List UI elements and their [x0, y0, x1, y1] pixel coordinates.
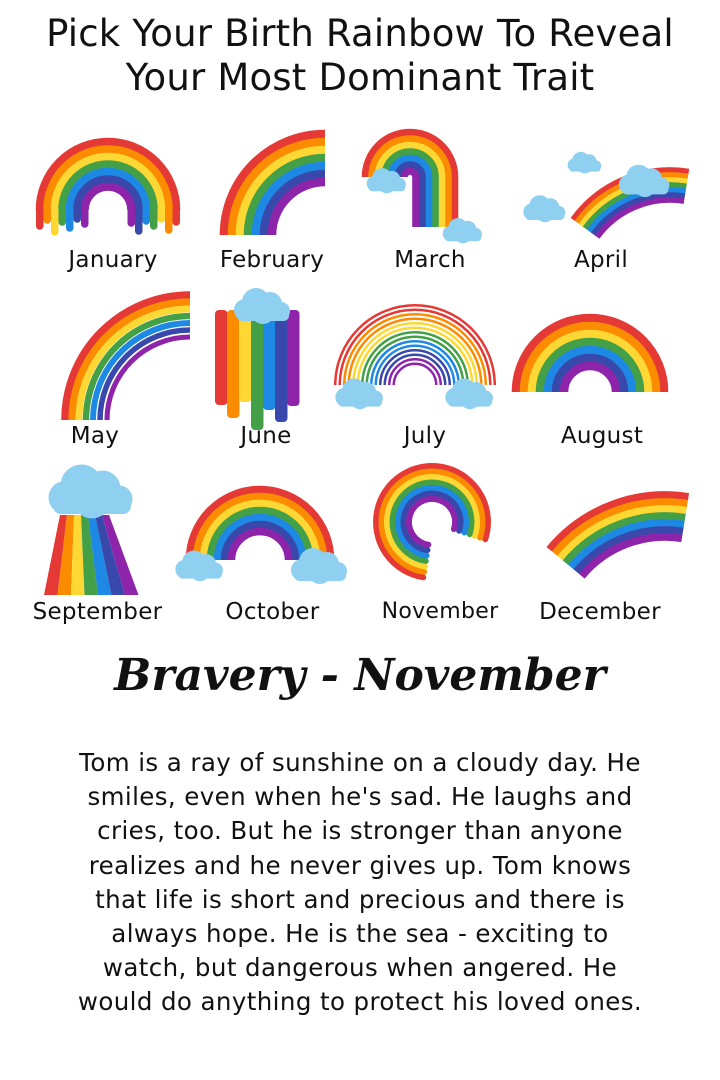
curved-streak-rainbow-icon: [55, 295, 190, 415]
month-option-march[interactable]: [355, 122, 505, 280]
month-label: June: [240, 423, 292, 449]
month-option-april[interactable]: [515, 140, 685, 280]
month-option-january[interactable]: [30, 130, 190, 280]
description-line: watch, but dangerous when angered. He: [102, 953, 618, 983]
dripping-rainbow-icon: [30, 130, 190, 240]
description-line: cries, too. But he is stronger than anyone: [97, 816, 623, 846]
outline-rainbow-icon: [330, 295, 505, 410]
month-label: February: [219, 247, 325, 273]
result-description: [30, 746, 690, 1020]
description-line: always hope. He is the sea - exciting to: [111, 919, 609, 949]
description-line: that life is short and precious and there is: [95, 884, 625, 914]
fan-rainbow-icon: [515, 485, 680, 570]
cloud-rainbow-icon: [515, 140, 685, 230]
month-option-may[interactable]: [55, 295, 190, 455]
month-label: October: [225, 599, 320, 625]
result-heading: Bravery - November: [114, 650, 606, 701]
month-label: September: [32, 599, 163, 625]
cloud-stripes-rainbow-icon: [205, 280, 325, 420]
month-label: March: [394, 247, 466, 273]
month-option-september[interactable]: [30, 455, 165, 635]
description-line: Tom is a ray of sunshine on a cloudy day. He: [79, 748, 641, 777]
month-option-november[interactable]: [370, 462, 500, 635]
month-label: April: [573, 247, 629, 273]
arch-clouds-rainbow-icon: [170, 475, 355, 575]
month-option-august[interactable]: [512, 310, 672, 455]
cloud-icon: [49, 465, 133, 519]
month-label: May: [70, 423, 120, 449]
quarter-rainbow-icon: [200, 130, 340, 240]
description-line: realizes and he never gives up. Tom knows: [88, 850, 632, 880]
cloud-icon: [234, 288, 290, 324]
spiral-rainbow-icon: [370, 462, 500, 587]
month-option-december[interactable]: [515, 485, 680, 635]
cloud-beam-rainbow-icon: [30, 455, 165, 595]
cloud-icon: [523, 195, 565, 222]
description-line: would do anything to protect his loved ones.: [77, 987, 643, 1017]
title-line-2: Your Most Dominant Trait: [125, 56, 595, 99]
hook-rainbow-icon: [355, 122, 505, 247]
month-option-february[interactable]: [200, 130, 340, 280]
month-label: January: [68, 247, 158, 273]
cloud-icon: [568, 152, 602, 174]
arch-rainbow-icon: [512, 310, 672, 395]
month-label: August: [560, 423, 644, 449]
description-line: smiles, even when he's sad. He laughs and: [87, 782, 633, 812]
month-option-october[interactable]: [170, 475, 355, 635]
month-option-june[interactable]: [205, 280, 325, 455]
month-label: December: [539, 599, 661, 625]
month-label: November: [381, 599, 499, 624]
month-label: July: [403, 423, 447, 449]
title-line-1: Pick Your Birth Rainbow To Reveal: [46, 12, 674, 55]
month-option-july[interactable]: [330, 295, 505, 455]
